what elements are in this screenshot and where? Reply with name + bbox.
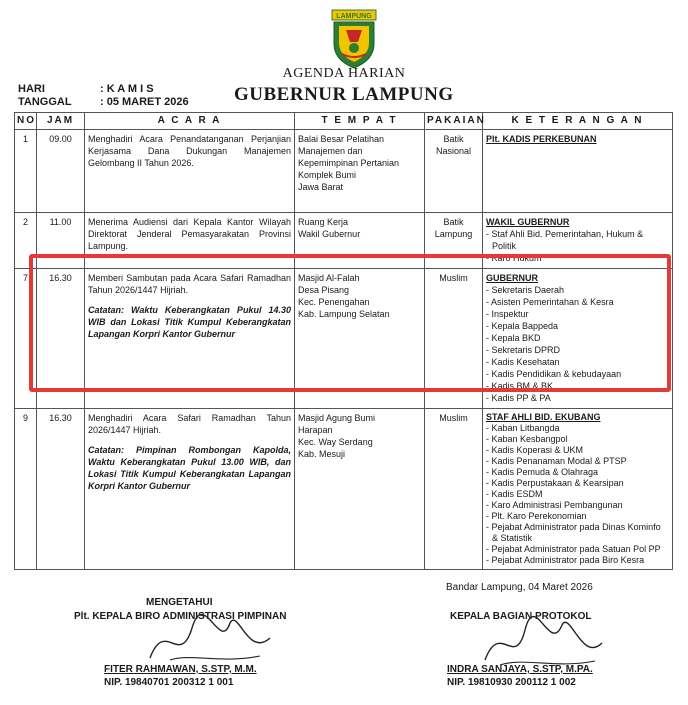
tempat-line: Komplek Bumi (298, 170, 357, 180)
table-row (15, 130, 673, 213)
tempat-line: Balai Besar Pelatihan (298, 134, 385, 144)
footer-right-nip: NIP. 19810930 200112 1 002 (447, 677, 576, 688)
pakaian-line: Lampung (434, 229, 473, 239)
keterangan-item: - Sekretaris Daerah (486, 284, 669, 296)
row-tempat (295, 269, 425, 409)
footer-left-name: FITER RAHMAWAN, S.STP, M.M. (104, 664, 257, 675)
keterangan-item: - Kadis Perpustakaan & Kearsipan (486, 478, 669, 489)
keterangan-item: - Sekretaris DPRD (486, 344, 669, 356)
tempat-line: Masjid Agung Bumi (298, 413, 376, 423)
keterangan-item: - Plt. Karo Perekonomian (486, 511, 669, 522)
row-jam: 11.00 (37, 213, 85, 269)
row-keterangan (483, 269, 673, 409)
keterangan-list (486, 228, 669, 264)
tempat-line: Ruang Kerja (298, 217, 349, 227)
keterangan-item: - Pejabat Administrator pada Satuan Pol PP (486, 544, 669, 555)
row-pakaian (425, 213, 483, 269)
keterangan-item: - Asisten Pemerintahan & Kesra (486, 296, 669, 308)
tempat-line: Kab. Lampung Selatan (298, 309, 390, 319)
tempat-line: Kepemimpinan Pertanian (298, 158, 400, 168)
row-pakaian (425, 269, 483, 409)
keterangan-item: - Kadis Kesehatan (486, 356, 669, 368)
keterangan-item: - Kadis ESDM (486, 489, 669, 500)
keterangan-item: - Staf Ahli Bid. Pemerintahan, Hukum & Politik (486, 228, 669, 252)
lampung-emblem-icon (328, 8, 380, 70)
keterangan-title: STAF AHLI BID. EKUBANG (486, 412, 601, 422)
keterangan-list (486, 284, 669, 404)
row-no: 9 (15, 409, 37, 570)
row-tempat (295, 130, 425, 213)
row-keterangan (483, 130, 673, 213)
tempat-line: Kec. Way Serdang (298, 437, 373, 447)
hari-label: HARI (18, 83, 45, 95)
row-acara: Menghadiri Acara Penandatanganan Perjanjian Kerjasama Dana Dukungan Manajemen Gelombang II Tahun 2026. (85, 130, 295, 213)
row-keterangan (483, 409, 673, 570)
hari-value: : K A M I S (100, 83, 154, 95)
keterangan-item: - Kadis PP & PA (486, 392, 669, 404)
tempat-line: Harapan (298, 425, 333, 435)
row-acara (85, 269, 295, 409)
keterangan-item: - Kepala Bappeda (486, 320, 669, 332)
keterangan-title: WAKIL GUBERNUR (486, 217, 570, 227)
keterangan-item: - Kaban Litbangda (486, 423, 669, 434)
row-acara: Menerima Audiensi dari Kepala Kantor Wilayah Direktorat Jenderal Pemasyarakatan Provinsi Lampung. (85, 213, 295, 269)
row-no: 1 (15, 130, 37, 213)
tempat-line: Masjid Al-Falah (298, 273, 360, 283)
keterangan-item: - Kepala BKD (486, 332, 669, 344)
column-header: NO (15, 113, 37, 130)
agenda-table (14, 112, 673, 570)
tempat-line: Kec. Penengahan (298, 297, 370, 307)
tempat-line: Manajemen dan (298, 146, 363, 156)
row-keterangan (483, 213, 673, 269)
keterangan-item: - Kadis BM & BK (486, 380, 669, 392)
tempat-line: Wakil Gubernur (298, 229, 361, 239)
tempat-line: Jawa Barat (298, 182, 344, 192)
keterangan-item: - Kaban Kesbangpol (486, 434, 669, 445)
footer-place-date: Bandar Lampung, 04 Maret 2026 (446, 582, 593, 593)
column-header: PAKAIAN (425, 113, 483, 130)
acara-text: Menghadiri Acara Safari Ramadhan Tahun 2026/1447 Hijriah. (88, 413, 291, 435)
acara-catatan: Catatan: Waktu Keberangkatan Pukul 14.30 WIB dan Lokasi Titik Kumpul Keberangkatan Lapangan Korpri Kantor Gubernur (88, 305, 291, 339)
footer-left-label: MENGETAHUI (146, 597, 213, 608)
keterangan-item: - Karo Hukum (486, 252, 669, 264)
tanggal-label: TANGGAL (18, 96, 72, 108)
tanggal-value: : 05 MARET 2026 (100, 96, 189, 108)
row-no: 2 (15, 213, 37, 269)
row-jam: 16.30 (37, 409, 85, 570)
footer-right-position: KEPALA BAGIAN PROTOKOL (450, 611, 592, 622)
keterangan-item: - Kadis Penanaman Modal & PTSP (486, 456, 669, 467)
keterangan-item: - Pejabat Administrator pada Biro Kesra (486, 555, 669, 566)
keterangan-title: GUBERNUR (486, 273, 539, 283)
acara-catatan: Catatan: Pimpinan Rombongan Kapolda, Waktu Keberangkatan Pukul 13.00 WIB, dan Lokasi Titik Kumpul Keberangkatan Lapangan Korpri Kantor Gubernur (88, 445, 291, 491)
footer-left-nip: NIP. 19840701 200312 1 001 (104, 677, 234, 688)
row-pakaian (425, 409, 483, 570)
table-header-row (15, 113, 673, 130)
keterangan-title: Plt. KADIS PERKEBUNAN (486, 134, 597, 144)
pakaian-line: Batik (443, 134, 464, 144)
keterangan-item: - Kadis Pendidikan & kebudayaan (486, 368, 669, 380)
tempat-line: Desa Pisang (298, 285, 350, 295)
keterangan-item: - Pejabat Administrator pada Dinas Kominfo & Statistik (486, 522, 669, 544)
governor-title: GUBERNUR LAMPUNG (234, 84, 454, 105)
column-header: A C A R A (85, 113, 295, 130)
table-row (15, 269, 673, 409)
keterangan-item: - Inspektur (486, 308, 669, 320)
row-acara (85, 409, 295, 570)
pakaian-line: Nasional (435, 146, 472, 156)
pakaian-line: Batik (443, 217, 464, 227)
column-header: T E M P A T (295, 113, 425, 130)
row-tempat (295, 409, 425, 570)
acara-text: Memberi Sambutan pada Acara Safari Ramadhan Tahun 2026/1447 Hijriah. (88, 273, 291, 295)
row-jam: 16.30 (37, 269, 85, 409)
keterangan-item: - Kadis Pemuda & Olahraga (486, 467, 669, 478)
pakaian-line: Muslim (439, 273, 468, 283)
keterangan-list (486, 423, 669, 566)
row-no: 7 (15, 269, 37, 409)
table-row (15, 409, 673, 570)
tempat-line: Kab. Mesuji (298, 449, 346, 459)
column-header: K E T E R A N G A N (483, 113, 673, 130)
table-row (15, 213, 673, 269)
footer-left-position: Plt. KEPALA BIRO ADMINISTRASI PIMPINAN (74, 611, 287, 622)
column-header: JAM (37, 113, 85, 130)
keterangan-item: - Karo Administrasi Pembangunan (486, 500, 669, 511)
footer-right-name: INDRA SANJAYA, S.STP, M.PA. (447, 664, 593, 675)
agenda-title: AGENDA HARIAN (282, 66, 406, 81)
row-tempat (295, 213, 425, 269)
logo-text: LAMPUNG (336, 13, 372, 20)
row-jam: 09.00 (37, 130, 85, 213)
row-pakaian (425, 130, 483, 213)
keterangan-item: - Kadis Koperasi & UKM (486, 445, 669, 456)
pakaian-line: Muslim (439, 413, 468, 423)
